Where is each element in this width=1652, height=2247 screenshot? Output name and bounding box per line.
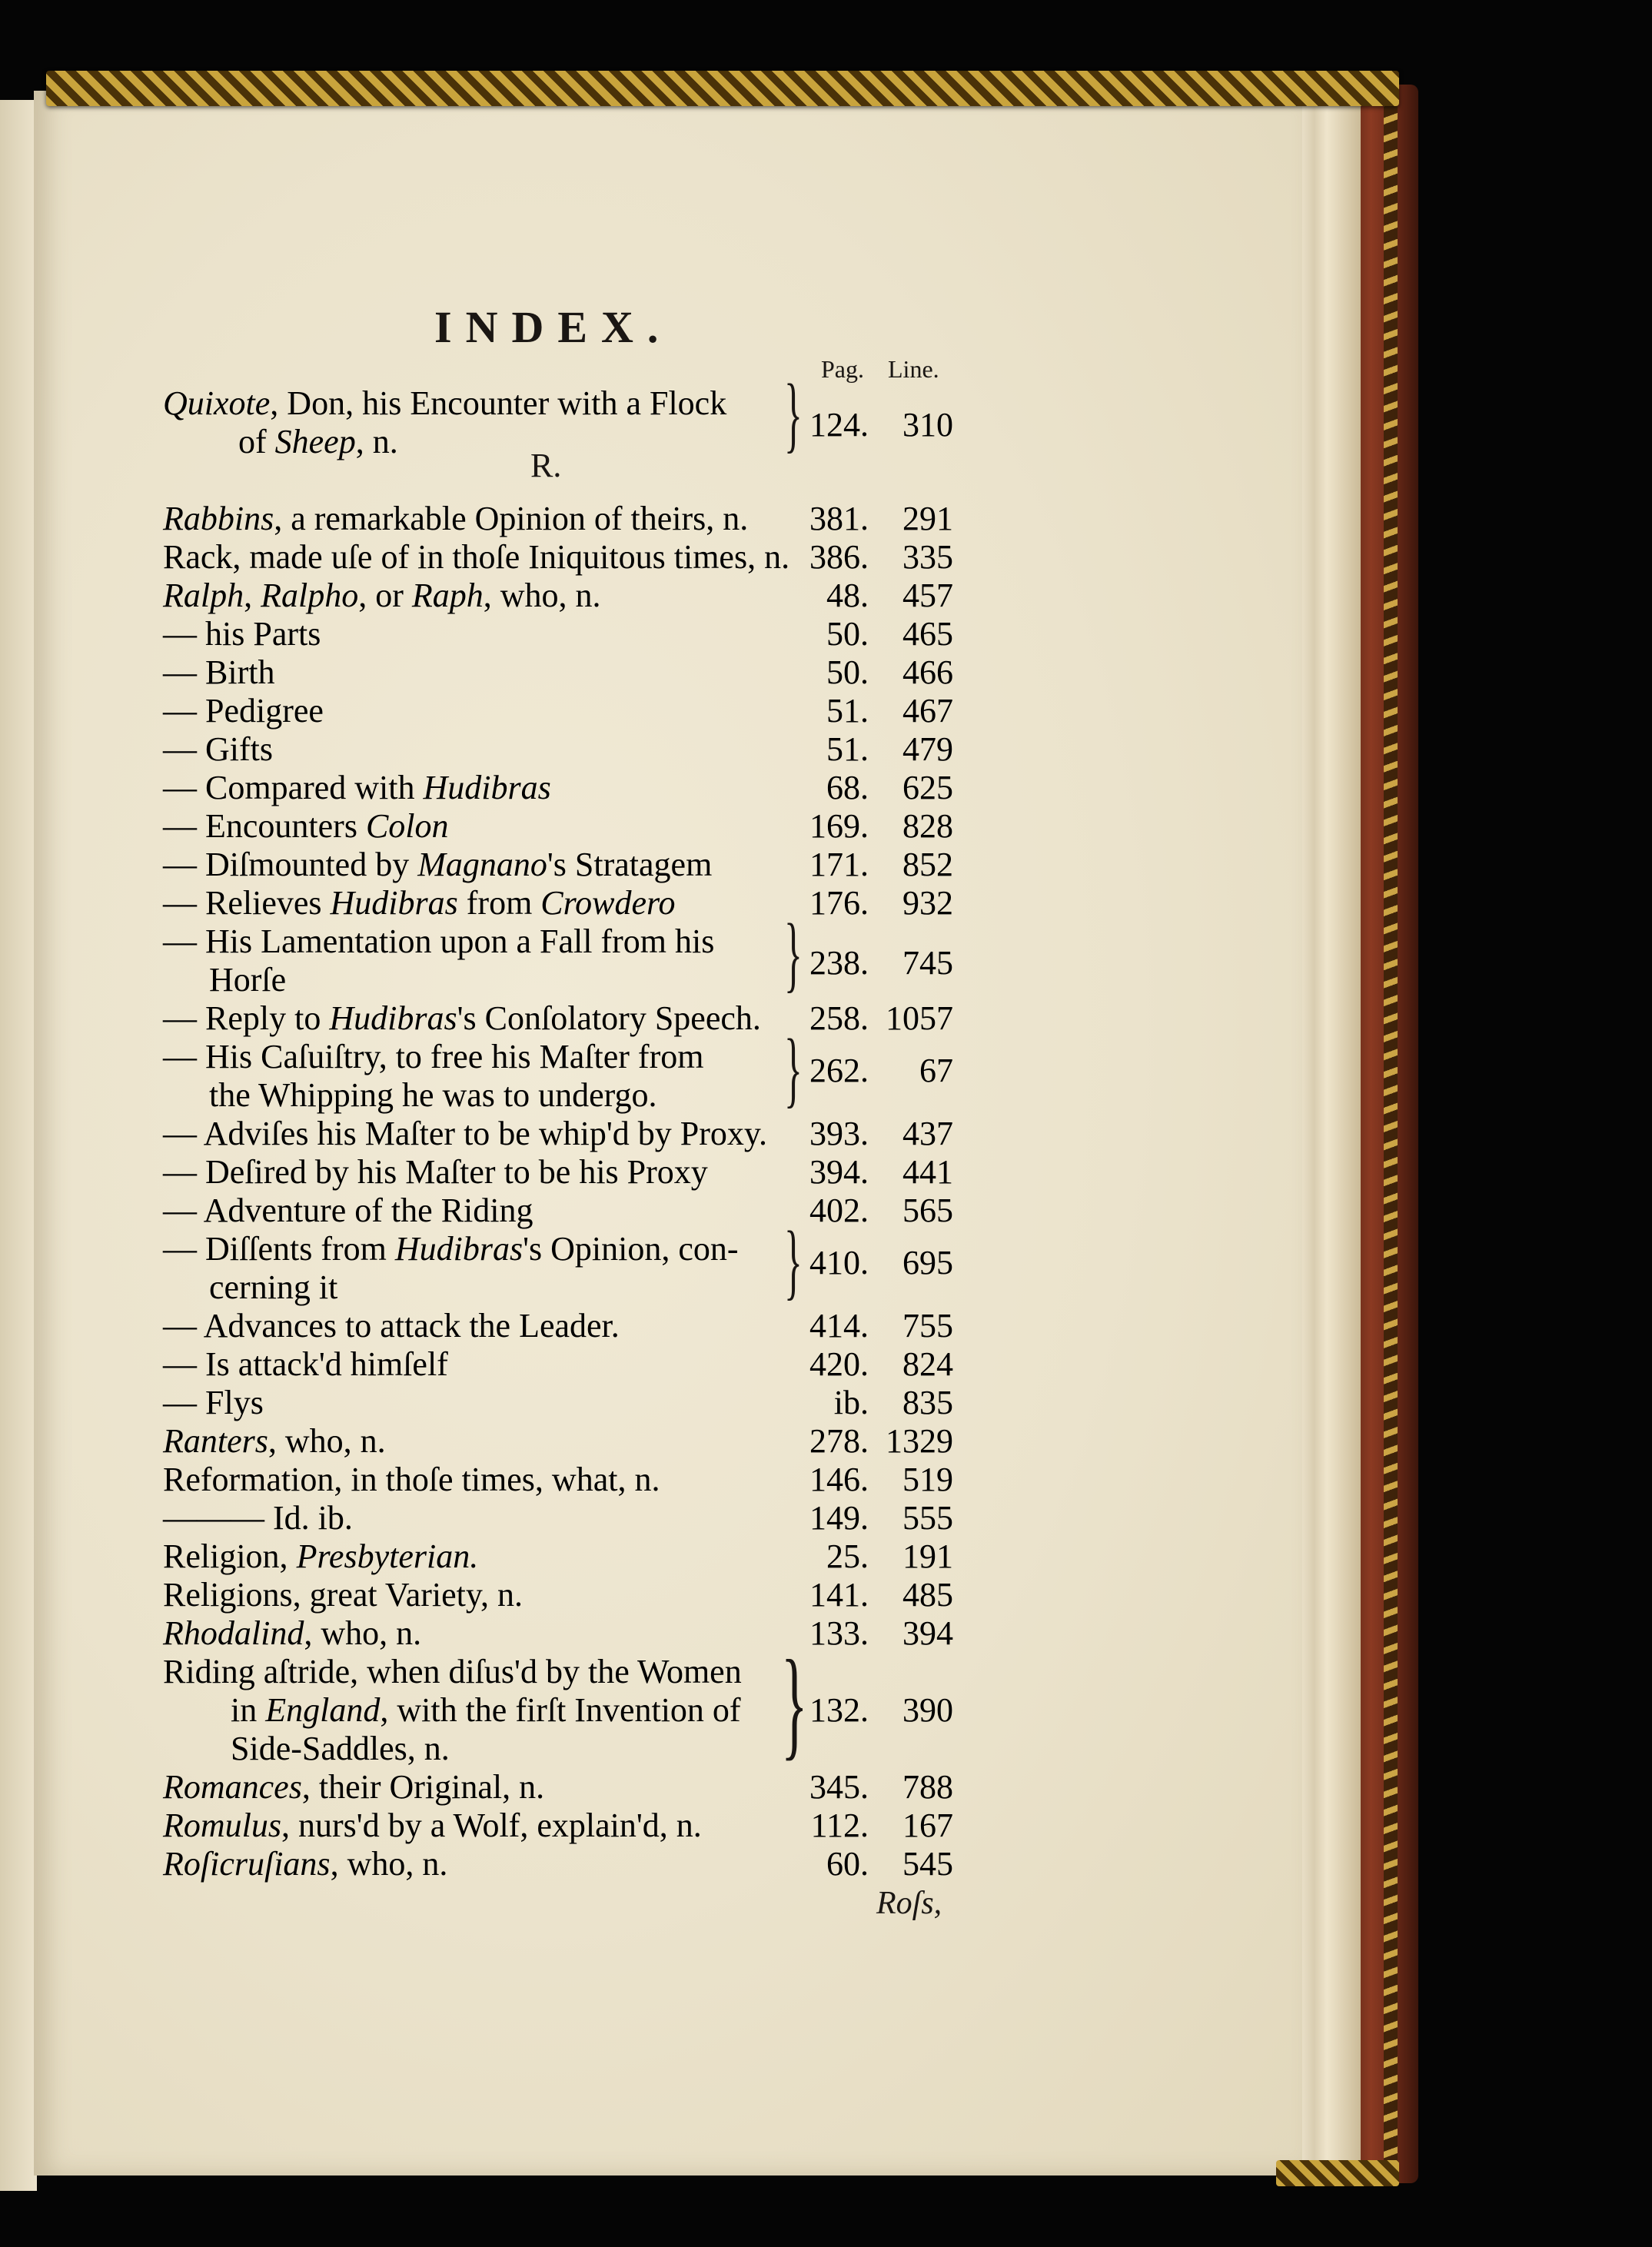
entry-term: Rabbins <box>163 500 274 537</box>
entry-text: , who, n. <box>330 1845 448 1883</box>
entry-term: Roſicruſians <box>163 1845 331 1883</box>
entry-text: , Don, his Encounter with a Flock <box>270 384 727 422</box>
entry-text: — Encounters <box>163 807 366 845</box>
index-entry <box>0 1614 999 1653</box>
line-number: 932 <box>902 884 953 922</box>
entry-text: 's Stratagem <box>547 846 713 883</box>
line-number: 167 <box>902 1807 953 1844</box>
page-number: 402. <box>809 1192 869 1229</box>
line-number: 745 <box>902 944 953 982</box>
entry-text: , their Original, n. <box>301 1768 545 1806</box>
line-number: 852 <box>902 846 953 883</box>
entry-text: , <box>244 577 261 614</box>
page-number: 112. <box>810 1807 869 1844</box>
index-entry <box>0 577 999 615</box>
page-number: 386. <box>809 538 869 576</box>
page-number: 132. <box>809 1691 869 1729</box>
entry-text: Side-Saddles, n. <box>231 1730 450 1767</box>
index-subentry <box>0 615 999 653</box>
line-number: 67 <box>919 1052 953 1089</box>
entry-text: — His Caſuiſtry, to free his Maſter from <box>163 1038 704 1075</box>
page-number: 25. <box>826 1537 869 1575</box>
page-number: 50. <box>826 653 869 691</box>
entry-text: — Reply to <box>163 999 330 1037</box>
index-subentry <box>0 1499 999 1537</box>
index-entry <box>0 1576 999 1614</box>
page-number: 176. <box>809 884 869 922</box>
line-number: 441 <box>902 1153 953 1191</box>
entry-ref <box>0 1244 999 1282</box>
index-entry <box>0 1845 999 1883</box>
line-number: 465 <box>902 615 953 653</box>
entry-text: — his Parts <box>163 615 321 653</box>
entry-term: Colon <box>365 807 449 845</box>
line-number: 310 <box>902 406 953 444</box>
line-number: 625 <box>902 769 953 806</box>
entry-text: , n. <box>355 423 398 460</box>
page-number: 68. <box>826 769 869 806</box>
entry-text: 's Opinion, con- <box>523 1230 739 1268</box>
gilt-top-edge <box>46 71 1399 106</box>
brace-glyph: } <box>784 367 803 460</box>
page-number: 393. <box>809 1115 869 1152</box>
entry-text: — Diſmounted by <box>163 846 418 883</box>
line-number: 394 <box>902 1614 953 1652</box>
index-subentry <box>0 999 999 1038</box>
entry-text: Riding aſtride, when diſus'd by the Women <box>163 1653 742 1690</box>
entry-text: , nurs'd by a Wolf, explain'd, n. <box>281 1807 702 1844</box>
entry-text: — Flys <box>163 1384 264 1421</box>
index-entry <box>0 1461 999 1499</box>
page-number: 420. <box>809 1345 869 1383</box>
entry-text: — Relieves <box>163 884 331 922</box>
page-number: 48. <box>826 577 869 614</box>
line-number: 828 <box>902 807 953 845</box>
entry-text: the Whipping he was to undergo. <box>209 1076 657 1114</box>
brace-glyph: } <box>784 1214 803 1308</box>
entry-text: 's Conſolatory Speech. <box>457 999 761 1037</box>
line-number: 466 <box>902 653 953 691</box>
line-number: 565 <box>902 1192 953 1229</box>
entry-text: , who, n. <box>304 1614 422 1652</box>
entry-text: — Adviſes his Maſter to be whip'd by Proxy. <box>163 1115 768 1152</box>
entry-text: in <box>231 1691 266 1729</box>
line-number: 191 <box>902 1537 953 1575</box>
page-number: 394. <box>809 1153 869 1191</box>
entry-text: cerning it <box>209 1268 338 1306</box>
entry-term: Ralpho <box>261 577 359 614</box>
page-number: 278. <box>809 1422 869 1460</box>
line-number: 695 <box>902 1244 953 1281</box>
line-number: 519 <box>902 1461 953 1498</box>
index-subentry <box>0 653 999 692</box>
entry-term: Sheep <box>274 423 356 460</box>
entry-ref <box>0 406 999 444</box>
entry-text: — Is attack'd himſelf <box>163 1345 448 1383</box>
line-number: 755 <box>902 1307 953 1345</box>
entry-ref <box>0 944 999 982</box>
entry-term: Quixote <box>163 384 271 422</box>
brace-glyph: } <box>784 1022 803 1115</box>
line-number: 555 <box>902 1499 953 1537</box>
index-subentry <box>0 1384 999 1422</box>
page-title: INDEX. <box>434 302 673 352</box>
entry-text: — Birth <box>163 653 275 691</box>
brace-glyph: } <box>781 1634 808 1771</box>
page-number: 345. <box>809 1768 869 1806</box>
entry-text: — His Lamentation upon a Fall from his <box>163 922 715 960</box>
index-entry <box>0 1537 999 1576</box>
page-number: 410. <box>809 1244 869 1281</box>
page-number: 169. <box>809 807 869 845</box>
index-subentry <box>0 730 999 769</box>
entry-text: Rack, made uſe of in thoſe Iniquitous times, n. <box>163 538 790 576</box>
entry-text: , or <box>358 577 412 614</box>
entry-term: Crowdero <box>540 884 676 922</box>
gilt-tooling <box>1384 100 1398 2168</box>
entry-text: , with the firſt Invention of <box>380 1691 741 1729</box>
entry-text: Reformation, in thoſe times, what, n. <box>163 1461 660 1498</box>
page-number: 262. <box>809 1052 869 1089</box>
entry-term: England <box>265 1691 381 1729</box>
brace-glyph: } <box>784 906 803 1000</box>
index-subentry <box>0 769 999 807</box>
entry-term: Hudibras <box>423 769 551 806</box>
index-subentry <box>0 884 999 922</box>
page-number: 141. <box>809 1576 869 1614</box>
page-number: 60. <box>826 1845 869 1883</box>
entry-term: Magnano <box>417 846 547 883</box>
index-entry <box>0 500 999 538</box>
page-number: ib. <box>833 1384 869 1421</box>
entry-term: Hudibras <box>330 884 458 922</box>
line-number: 335 <box>902 538 953 576</box>
index-subentry <box>0 1153 999 1192</box>
entry-term: Raph <box>411 577 484 614</box>
line-number: 788 <box>902 1768 953 1806</box>
line-number: 291 <box>902 500 953 537</box>
index-entry <box>0 538 999 577</box>
entry-text: — Diſſents from <box>163 1230 395 1268</box>
line-number: 479 <box>902 730 953 768</box>
index-subentry <box>0 692 999 730</box>
page-number: 238. <box>809 944 869 982</box>
entry-text: — Pedigree <box>163 692 324 730</box>
page-number: 124. <box>809 406 869 444</box>
index-subentry <box>0 1115 999 1153</box>
index-subentry <box>0 1192 999 1230</box>
entry-text: Horſe <box>209 961 287 999</box>
index-subentry <box>0 1345 999 1384</box>
index-entry <box>0 1807 999 1845</box>
entry-term: Rhodalind <box>163 1614 304 1652</box>
entry-text: from <box>457 884 541 922</box>
line-number: 1057 <box>886 999 953 1037</box>
index-entry <box>0 1653 999 1691</box>
page-number: 381. <box>809 500 869 537</box>
entry-text: Religion, <box>163 1537 297 1575</box>
line-number: 545 <box>902 1845 953 1883</box>
entry-text: Religions, great Variety, n. <box>163 1576 524 1614</box>
entry-term: Hudibras <box>329 999 457 1037</box>
entry-text: , a remarkable Opinion of theirs, n. <box>274 500 749 537</box>
line-number: 437 <box>902 1115 953 1152</box>
line-number: 824 <box>902 1345 953 1383</box>
line-number: 485 <box>902 1576 953 1614</box>
page-number: 51. <box>826 730 869 768</box>
entry-text: ——— Id. ib. <box>163 1499 353 1537</box>
entry-term: Ranters <box>163 1422 268 1460</box>
page-number: 414. <box>809 1307 869 1345</box>
line-number: 457 <box>902 577 953 614</box>
entry-term: Romances <box>163 1768 302 1806</box>
entry-text: , who, n. <box>268 1422 386 1460</box>
gilt-bottom-edge <box>1276 2160 1399 2186</box>
entry-term: Romulus <box>163 1807 281 1844</box>
page-number: 146. <box>809 1461 869 1498</box>
index-subentry <box>0 807 999 846</box>
page-number: 133. <box>809 1614 869 1652</box>
entry-text: — Deſired by his Maſter to be his Proxy <box>163 1153 708 1191</box>
entry-text: — Advances to attack the Leader. <box>163 1307 620 1345</box>
line-number: 390 <box>902 1691 953 1729</box>
entry-term: Ralph <box>163 577 244 614</box>
page-number: 258. <box>809 999 869 1037</box>
entry-term: Hudibras <box>394 1230 524 1268</box>
entry-ref <box>0 1052 999 1090</box>
column-header-page: Pag. <box>821 355 864 383</box>
page-number: 51. <box>826 692 869 730</box>
line-number: 467 <box>902 692 953 730</box>
index-subentry <box>0 1307 999 1345</box>
section-letter: R. <box>530 447 562 484</box>
page-number: 149. <box>809 1499 869 1537</box>
catchword: Roſs, <box>876 1886 942 1921</box>
index-entry <box>0 1422 999 1461</box>
entry-text: of <box>238 423 275 460</box>
entry-text: — Adventure of the Riding <box>163 1192 533 1229</box>
index-subentry <box>0 846 999 884</box>
entry-term: Presbyterian. <box>296 1537 479 1575</box>
line-number: 835 <box>902 1384 953 1421</box>
index-entry <box>0 1768 999 1807</box>
entry-text: — Gifts <box>163 730 273 768</box>
page-number: 50. <box>826 615 869 653</box>
entry-text: , who, n. <box>483 577 601 614</box>
page-number: 171. <box>809 846 869 883</box>
column-header-line: Line. <box>888 355 939 383</box>
line-number: 1329 <box>886 1422 953 1460</box>
index-entry-continuation <box>0 1730 999 1768</box>
entry-ref <box>0 1691 999 1730</box>
entry-text: — Compared with <box>163 769 424 806</box>
